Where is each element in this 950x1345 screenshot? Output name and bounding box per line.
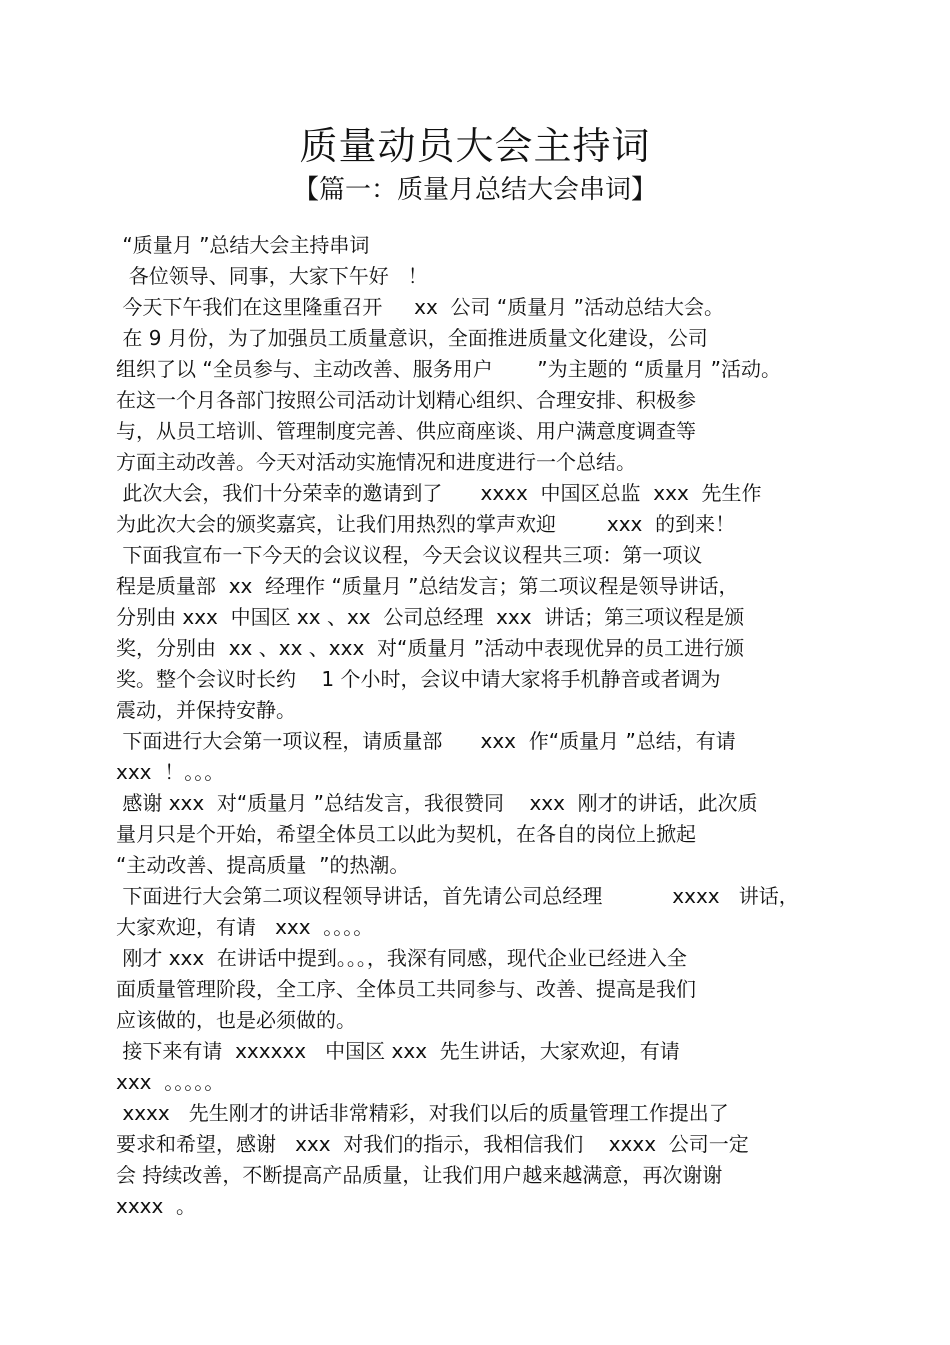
text-line: 量月只是个开始，希望全体员工以此为契机，在各自的岗位上掀起 (116, 822, 696, 846)
text-line: 接下来有请 xxxxxx 中国区 xxx 先生讲话，大家欢迎，有请 (116, 1039, 680, 1063)
text-line: 面质量管理阶段，全工序、全体员工共同参与、改善、提高是我们 (116, 977, 696, 1001)
text-line: 大家欢迎，有请 xxx 。。。。 (116, 915, 374, 939)
text-line: 程是质量部 xx 经理作 “质量月 ”总结发言；第二项议程是领导讲话， (116, 574, 739, 598)
text-line: 刚才 xxx 在讲话中提到。。。，我深有同感，现代企业已经进入全 (116, 946, 687, 970)
text-line: 要求和希望，感谢 xxx 对我们的指示，我相信我们 xxxx 公司一定 (116, 1132, 749, 1156)
text-line: 会 持续改善，不断提高产品质量，让我们用户越来越满意，再次谢谢 (116, 1163, 723, 1187)
text-line: 奖，分别由 xx 、xx 、xxx 对“质量月 ”活动中表现优异的员工进行颁 (116, 636, 745, 660)
text-line: 在这一个月各部门按照公司活动计划精心组织、合理安排、积极参 (116, 388, 696, 412)
text-line: 下面我宣布一下今天的会议议程，今天会议议程共三项：第一项议 (116, 543, 703, 567)
text-line: xxxx 。 (116, 1194, 197, 1218)
document-subtitle: 【篇一：质量月总结大会串词】 (292, 175, 657, 205)
text-line: 感谢 xxx 对“质量月 ”总结发言，我很赞同 xxx 刚才的讲话，此次质 (116, 791, 758, 815)
text-line: 在 9 月份，为了加强员工质量意识，全面推进质量文化建设，公司 (116, 326, 708, 350)
text-line: 方面主动改善。今天对活动实施情况和进度进行一个总结。 (116, 450, 636, 474)
text-line: 各位领导、同事，大家下午好 ！ (116, 264, 428, 288)
text-line: 组织了以 “全员参与、主动改善、服务用户 ”为主题的 “质量月 ”活动。 (116, 357, 782, 381)
text-line: xxx 。。。。。 (116, 1070, 225, 1094)
text-line: “质量月 ”总结大会主持串词 (116, 233, 370, 257)
text-line: 震动，并保持安静。 (116, 698, 296, 722)
text-line: 与，从员工培训、管理制度完善、供应商座谈、用户满意度调查等 (116, 419, 696, 443)
document-title: 质量动员大会主持词 (299, 124, 651, 168)
text-line: xxx ！。。。 (116, 760, 225, 784)
text-line: “主动改善、提高质量 ”的热潮。 (116, 853, 410, 877)
document-body (116, 230, 916, 1222)
text-line: xxxx 先生刚才的讲话非常精彩，对我们以后的质量管理工作提出了 (116, 1101, 729, 1125)
text-line: 奖。整个会议时长约 1 个小时，会议中请大家将手机静音或者调为 (116, 667, 721, 691)
text-line: 此次大会，我们十分荣幸的邀请到了 xxxx 中国区总监 xxx 先生作 (116, 481, 762, 505)
text-line: 应该做的，也是必须做的。 (116, 1008, 356, 1032)
text-line: 为此次大会的颁奖嘉宾，让我们用热烈的掌声欢迎 xxx 的到来！ (116, 512, 736, 536)
text-line: 今天下午我们在这里隆重召开 xx 公司 “质量月 ”活动总结大会。 (116, 295, 724, 319)
text-line: 分别由 xxx 中国区 xx 、xx 公司总经理 xxx 讲话；第三项议程是颁 (116, 605, 745, 629)
text-line: 下面进行大会第一项议程，请质量部 xxx 作“质量月 ”总结，有请 (116, 729, 736, 753)
text-line: 下面进行大会第二项议程领导讲话，首先请公司总经理 xxxx 讲话， (116, 884, 799, 908)
